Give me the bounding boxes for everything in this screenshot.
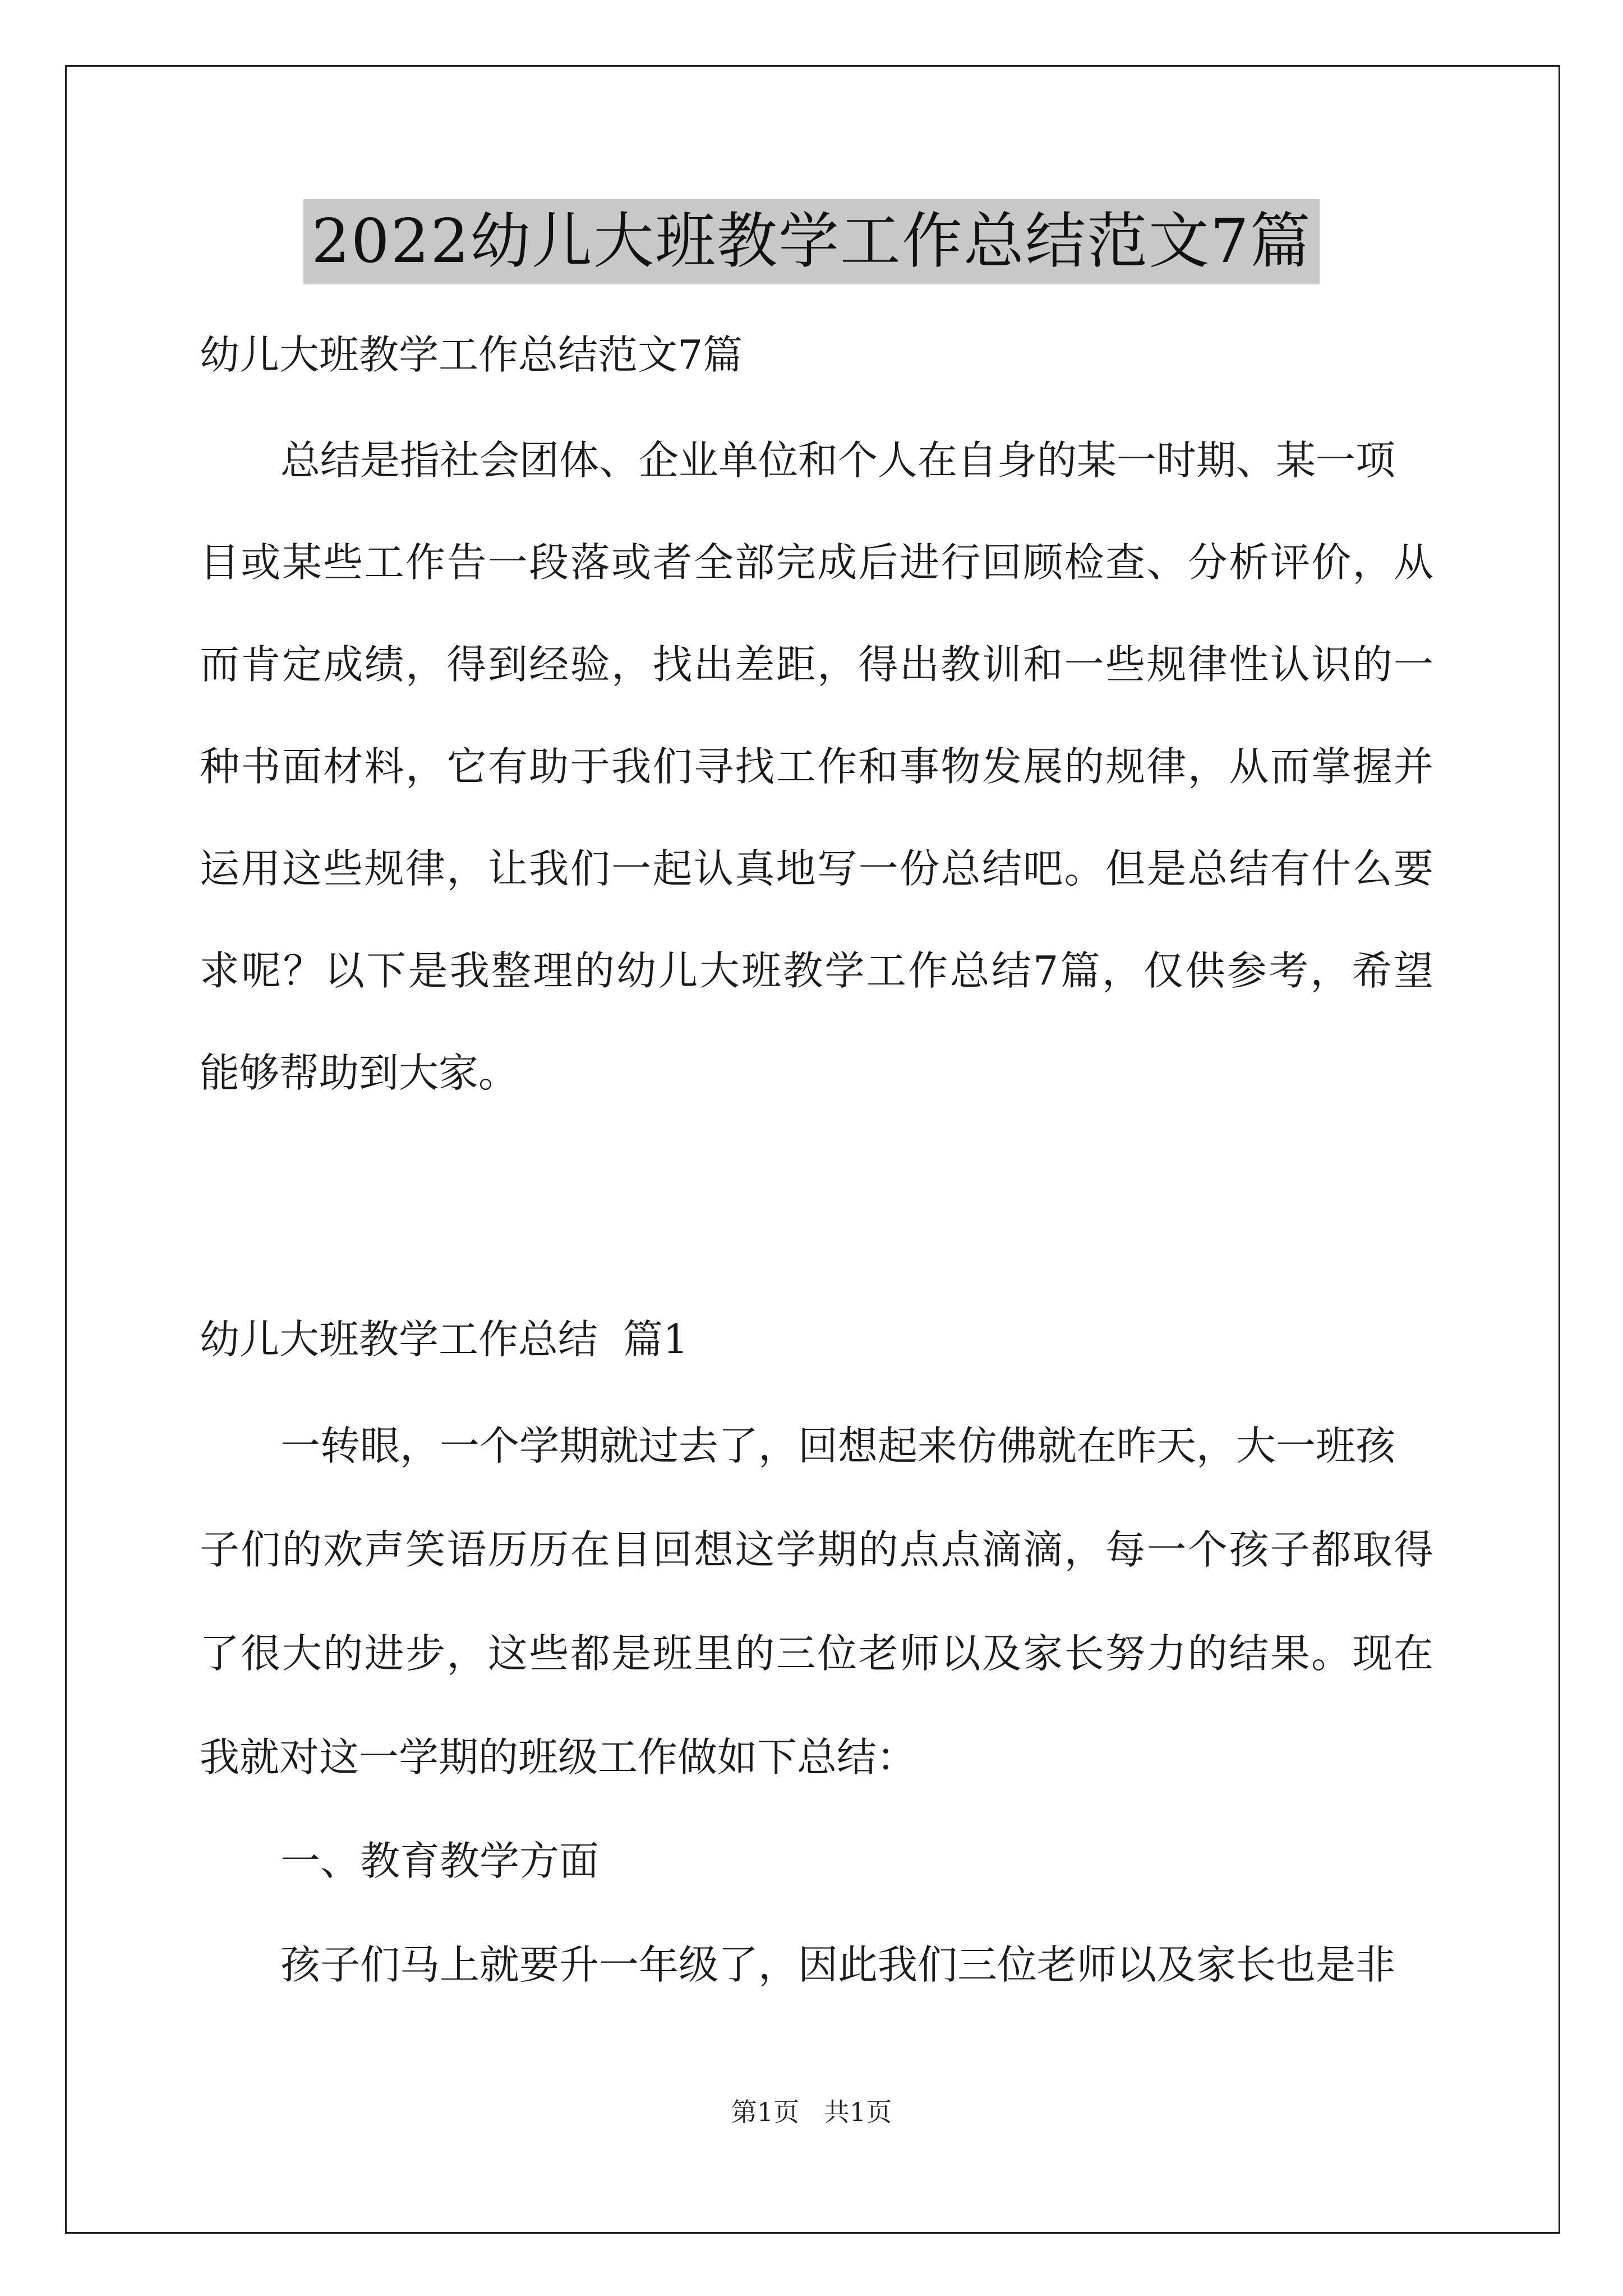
intro-line-3: 而肯定成绩，得到经验，找出差距，得出教训和一些规律性认识的一: [200, 641, 1433, 688]
intro-line-4: 种书面材料，它有助于我们寻找工作和事物发展的规律，从而掌握并: [200, 743, 1433, 790]
page-border: [65, 65, 1560, 2234]
section-line-5: 孩子们马上就要升一年级了，因此我们三位老师以及家长也是非: [280, 1941, 1396, 1988]
intro-line-6: 求呢？以下是我整理的幼儿大班教学工作总结7篇，仅供参考，希望: [200, 947, 1433, 994]
document-title: 2022幼儿大班教学工作总结范文7篇: [303, 199, 1320, 284]
section-line-2: 子们的欢声笑语历历在目回想这学期的点点滴滴，每一个孩子都取得: [200, 1526, 1433, 1573]
section-line-3: 了很大的进步，这些都是班里的三位老师以及家长努力的结果。现在: [200, 1630, 1433, 1677]
section-line-1: 一转眼，一个学期就过去了，回想起来仿佛就在昨天，大一班孩: [280, 1423, 1396, 1469]
title-wrapper: [0, 199, 1623, 284]
subheading-education: 一、教育教学方面: [280, 1838, 600, 1884]
section-heading: 幼儿大班教学工作总结 篇1: [200, 1316, 689, 1363]
section-line-4: 我就对这一学期的班级工作做如下总结：: [200, 1734, 917, 1780]
page-footer: 第1页 共1页: [731, 2097, 892, 2127]
intro-line-5: 运用这些规律，让我们一起认真地写一份总结吧。但是总结有什么要: [200, 845, 1433, 892]
document-subtitle: 幼儿大班教学工作总结范文7篇: [200, 332, 743, 378]
intro-line-7: 能够帮助到大家。: [200, 1050, 519, 1096]
intro-line-1: 总结是指社会团体、企业单位和个人在自身的某一时期、某一项: [280, 437, 1396, 484]
intro-line-2: 目或某些工作告一段落或者全部完成后进行回顾检查、分析评价，从: [200, 539, 1433, 586]
